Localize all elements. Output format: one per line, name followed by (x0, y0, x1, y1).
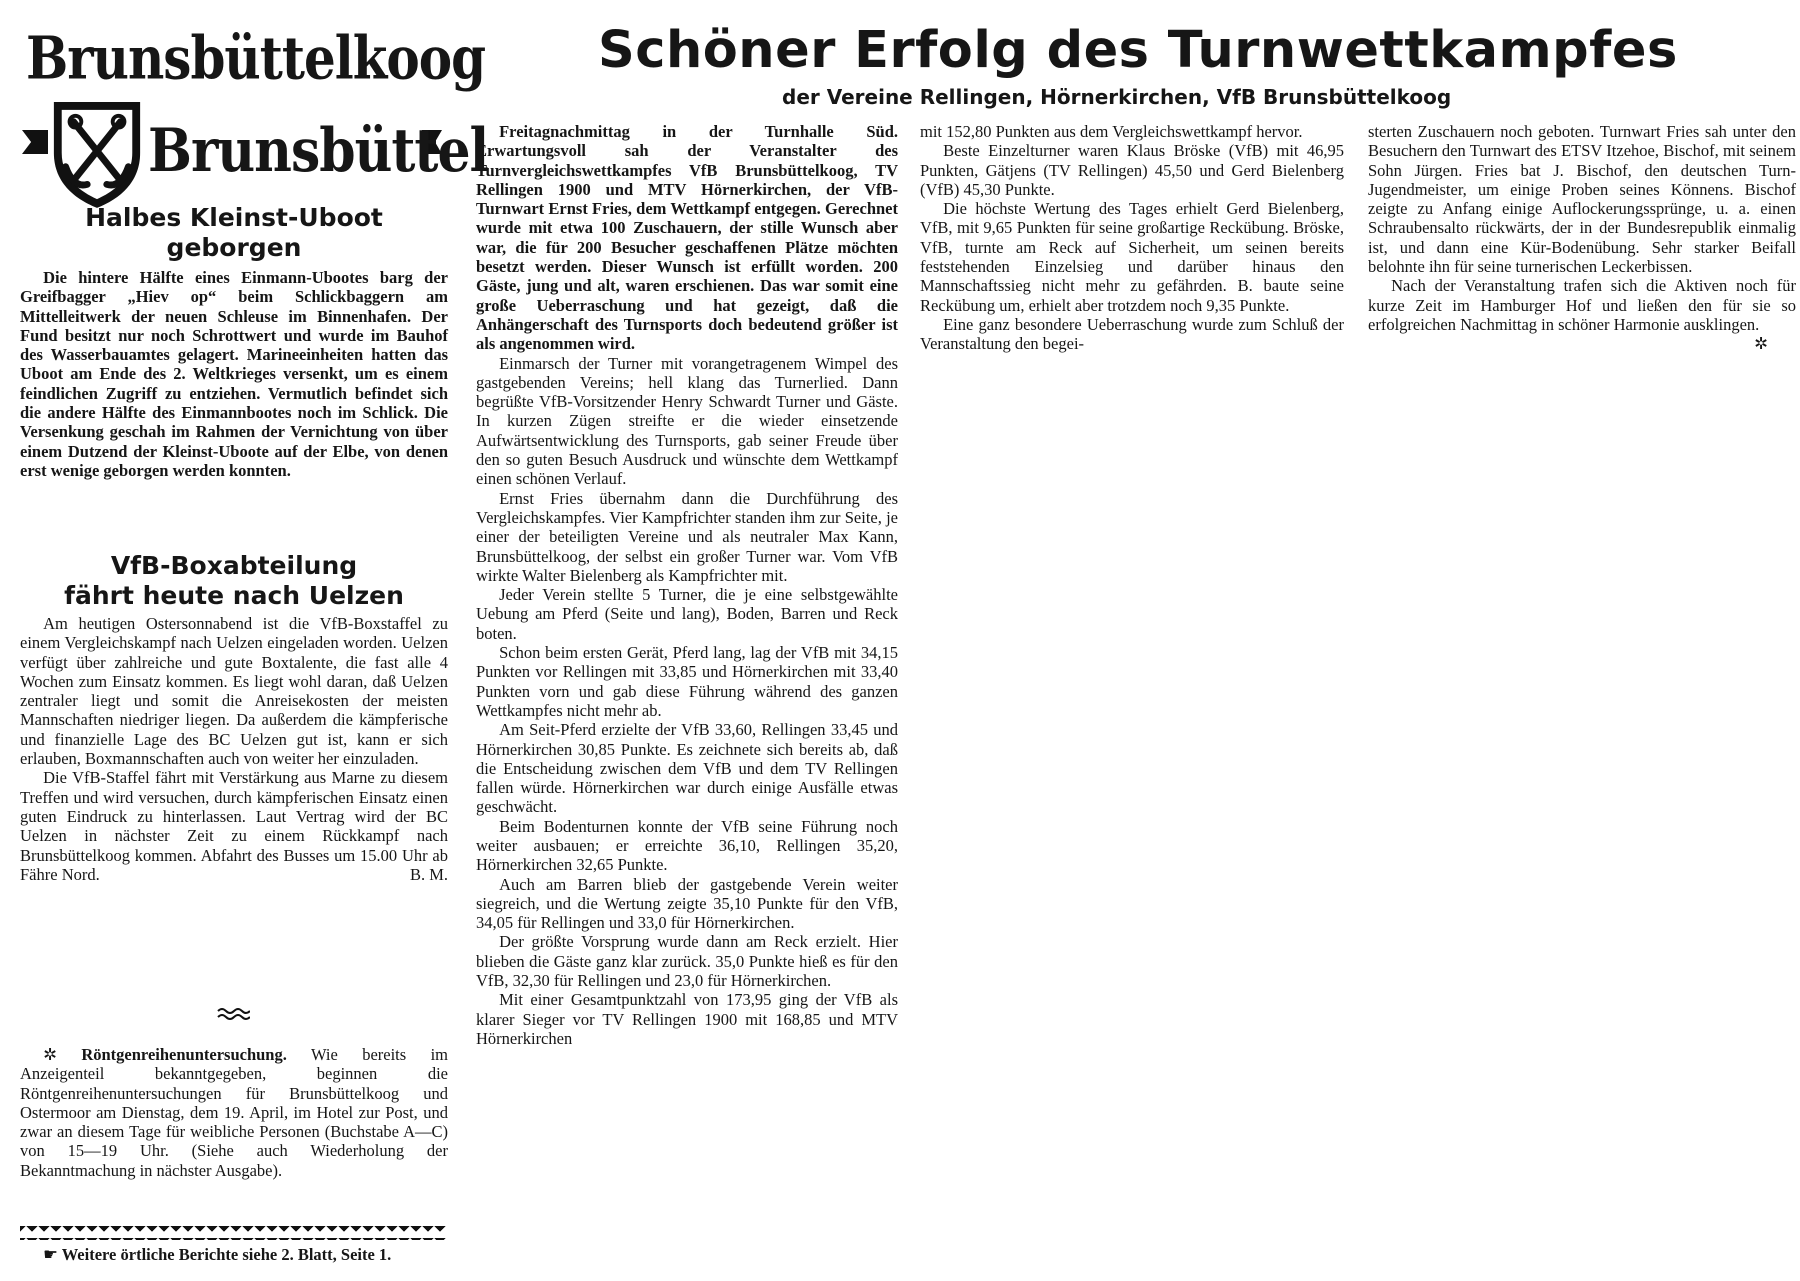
main-article-col2-paragraph: Mit einer Gesamtpunktzahl von 173,95 ging der VfB als klarer Sieger vor TV Rellingen 1900 mit 168,85 und MTV Hörnerkirchen (476, 990, 898, 1048)
anchor-crest-icon (48, 98, 146, 210)
main-article-col2-paragraph: Jeder Verein stellte 5 Turner, die je eine selbstgewählte Uebung am Pferd (Seite und lang), Boden, Barren und Reck boten. (476, 585, 898, 643)
main-article-col2-paragraph: Auch am Barren blieb der gastgebende Verein weiter siegreich, und die Wertung zeigte 35,10 Punkte für den VfB, 34,05 für Rellingen und 33,0 für Hörnerkirchen. (476, 874, 898, 933)
main-article-col2-paragraph: Einmarsch der Turner mit vorangetragenem Wimpel des gastgebenden Vereins; hell klang das Turnerlied. Dann begrüßte VfB-Vorsitzender Henry Schwardt Turner und Gäste. In kurzen Zügen streifte er die wieder einsetzende Aufwärtsentwicklung des Turnsports, gab seiner Freude über den so guten Besuch Ausdruck und wünschte dem Wettkampf einen schönen Verlauf. (476, 353, 898, 489)
article1-headline-line1: Halbes Kleinst-Uboot (85, 203, 383, 232)
article2-paragraph-1: Am heutigen Ostersonnabend ist die VfB-Boxstaffel zu einem Vergleichskampf nach Uelzen eingeladen worden. Uelzen verfügt über zahlreiche und gute Boxtalente, die fast alle 4 Wochen zum Einsatz kommen. Es liegt wohl daran, daß Uelzen zentraler liegt und somit die Anreisekosten der meisten Mannschaften niedriger liegen. Da außerdem die kämpferische und finanzielle Lage des BC Uelzen gut ist, kann er sich erlauben, Boxmannschaften auch von weiter her einzuladen. (20, 614, 448, 769)
article2-byline: B. M. (409, 864, 448, 884)
main-article-column-3 (920, 122, 1344, 354)
main-article-col2-paragraph: Der größte Vorsprung wurde dann am Reck erzielt. Hier blieben die Gäste ganz klar zurück. 35,0 Punkte hieß es für den VfB, 32,30 für Rellingen und 23,0 für Hörnerkirchen. (476, 932, 898, 991)
notice-text: Weitere örtliche Berichte siehe 2. Blatt, Seite 1. (61, 1245, 392, 1264)
article3-text: Wie bereits im Anzeigenteil bekanntgegeben, beginnen die Röntgenreihenuntersuchungen für Brunsbüttelkoog und Ostermoor am Dienstag, dem 19. April, im Hotel zur Post, und zwar an diesem Tage für weibliche Personen (Buchstabe A—C) von 15—19 Uhr. (Siehe auch Wiederholung der Bekanntmachung in nächster Ausgabe). (20, 1045, 448, 1180)
wave-separator-icon (216, 1005, 250, 1025)
main-article-col2-paragraph: Schon beim ersten Gerät, Pferd lang, lag der VfB mit 34,15 Punkten vor Rellingen mit 33,85 und Hörnerkirchen mit 33,40 Punkten vorn und gab diese Führung während des ganzen Wettkampfes nicht mehr ab. (476, 643, 898, 720)
article1-paragraph: Die hintere Hälfte eines Einmann-Ubootes barg der Greifbagger „Hiev op“ beim Schlickbaggern am Mittelleitwerk der neuen Schleuse im Binnenhafen. Der Fund besitzt nur noch Schrottwert und wurde im Bauhof des Wasserbauamtes gelagert. Marineeinheiten hatten das Uboot am Ende des 2. Weltkrieges versenkt, um es einem feindlichen Zugriff zu entziehen. Vermutlich befindet sich die andere Hälfte des Einmannbootes noch im Schlick. Die Versenkung geschah im Rahmen der Vernichtung von über einem Dutzend der Kleinst-Uboote auf der Elbe, von denen erst wenige geborgen werden konnten. (20, 268, 448, 480)
main-article-col3-paragraph: mit 152,80 Punkten aus dem Vergleichswettkampf hervor. (920, 122, 1303, 141)
article2-headline-line2: fährt heute nach Uelzen (64, 581, 404, 610)
main-article-col2-paragraph: Ernst Fries übernahm dann die Durchführung des Vergleichskampfes. Vier Kampfrichter standen ihm zur Seite, je einer der beteiligten Vereine und als neutraler Max Kann, Brunsbüttelkoog, der selbst ein großer Turner war. Vom VfB wirkte Walter Bielenberg als Kampfrichter mit. (476, 488, 898, 585)
notice (20, 1245, 448, 1264)
pointing-hand-icon: ☛ (43, 1245, 58, 1264)
main-article-col4-paragraph: sterten Zuschauern noch geboten. Turnwart Fries sah unter den Besuchern den Turnwart des ETSV Itzehoe, Bischof, mit seinem Sohn Jürgen. Fries bat J. Bischof, den deutschen Turn-Jugendmeister, um einige Proben seines Könnens. Bischof zeigte zu Anfang einige Auflockerungssprünge, u. a. einen Schraubensalto rückwärts, der in der Bundesrepublik einmalig ist, und dann eine Kür-Bodenübung. Sehr starker Beifall belohnte ihn für seine turnerischen Leckerbissen. (1368, 122, 1796, 277)
masthead-line2: Brunsbüttel (148, 116, 489, 187)
article2-paragraph-2 (20, 768, 448, 884)
main-article-col4-paragraph: Nach der Veranstaltung trafen sich die Aktiven noch für kurze Zeit im Hamburger Hof und ließen den für sie so erfolgreichen Nachmittag in schöner Harmonie ausklingen. (1368, 276, 1796, 334)
article1-body (20, 268, 448, 480)
decorative-rule (20, 1226, 446, 1240)
end-star-icon: ✲ (1754, 334, 1768, 354)
main-article-col2-paragraph: Beim Bodenturnen konnte der VfB seine Führung noch weiter ausbauen; er erreichte 36,10, Rellingen 35,20, Hörnerkirchen 32,65 Punkte. (476, 816, 898, 875)
main-article-col3-paragraph: Beste Einzelturner waren Klaus Bröske (VfB) mit 46,95 Punkten, Gätjens (TV Rellingen) 45,50 und Gerd Bielenberg (VfB) 45,30 Punkte. (920, 141, 1344, 199)
masthead-line1: Brunsbüttelkoog (26, 23, 486, 93)
article2-body (20, 614, 448, 884)
main-article-column-2 (476, 122, 898, 1048)
main-article-col3-paragraph: Die höchste Wertung des Tages erhielt Gerd Bielenberg, VfB, mit 9,65 Punkten für seine großartige Reckübung. Bröske, VfB, turnte am Reck auf Sicherheit, um seinen bereits feststehenden Einzelsieg und darüber hinaus den Mannschaftssieg nicht mehr zu gefährden. B. baute seine Reckübung um, erhielt aber trotzdem noch 9,35 Punkte. (920, 199, 1344, 315)
main-article-intro: Freitagnachmittag in der Turnhalle Süd. Erwartungsvoll sah der Veranstalter des Turnvergleichswettkampfes VfB Brunsbüttelkoog, TV Rellingen 1900 und MTV Hörnerkirchen, der VfB-Turnwart Ernst Fries, dem Wettkampf entgegen. Gerechnet wurde mit etwa 100 Zuschauern, der stille Wunsch aber war, die für 200 Besucher geschaffenen Plätze möchten besetzt werden. Dieser Wunsch ist erfüllt worden. 200 Gäste, jung und alt, waren erschienen. Das war somit eine große Ueberraschung und hat gezeigt, daß die Anhängerschaft des Turnsports doch bedeutend größer ist als angenommen wird. (476, 122, 898, 354)
star-icon: ✲ (43, 1045, 57, 1064)
main-headline: Schöner Erfolg des Turnwettkampfes (598, 21, 1678, 80)
banner-left (22, 130, 48, 154)
article1-headline-line2: geborgen (166, 233, 302, 262)
article3-body (20, 1045, 448, 1180)
article1-headline (20, 203, 448, 263)
main-article-col2-paragraph: Am Seit-Pferd erzielte der VfB 33,60, Rellingen 33,45 und Hörnerkirchen 30,85 Punkte. Es zeichnete sich bereits ab, daß die Entscheidung zwischen dem VfB und dem TV Rellingen fallen würde. Hörnerkirchen war durch einige Ausfälle etwas geschwächt. (476, 720, 898, 817)
main-subheadline: der Vereine Rellingen, Hörnerkirchen, VfB Brunsbüttelkoog (782, 85, 1452, 109)
masthead (20, 20, 489, 210)
main-article-column-4 (1368, 122, 1796, 354)
article3-paragraph (20, 1045, 448, 1180)
article2-headline (20, 551, 448, 611)
article3-lead: Röntgenreihenuntersuchung. (81, 1045, 287, 1064)
main-article-col3-paragraph: Eine ganz besondere Ueberraschung wurde zum Schluß der Veranstaltung den begei- (920, 314, 1344, 354)
article2-paragraph-2-text: Die VfB-Staffel fährt mit Verstärkung aus Marne zu diesem Treffen und wird versuchen, durch kämpferischen Einsatz einen guten Eindruck zu hinterlassen. Laut Vertrag wird der BC Uelzen in nächster Zeit zu einem Rückkampf nach Brunsbüttelkoog kommen. Abfahrt des Busses um 15.00 Uhr ab Fähre Nord. (20, 768, 448, 884)
article2-headline-line1: VfB-Boxabteilung (110, 551, 358, 580)
notice-paragraph (20, 1245, 448, 1264)
